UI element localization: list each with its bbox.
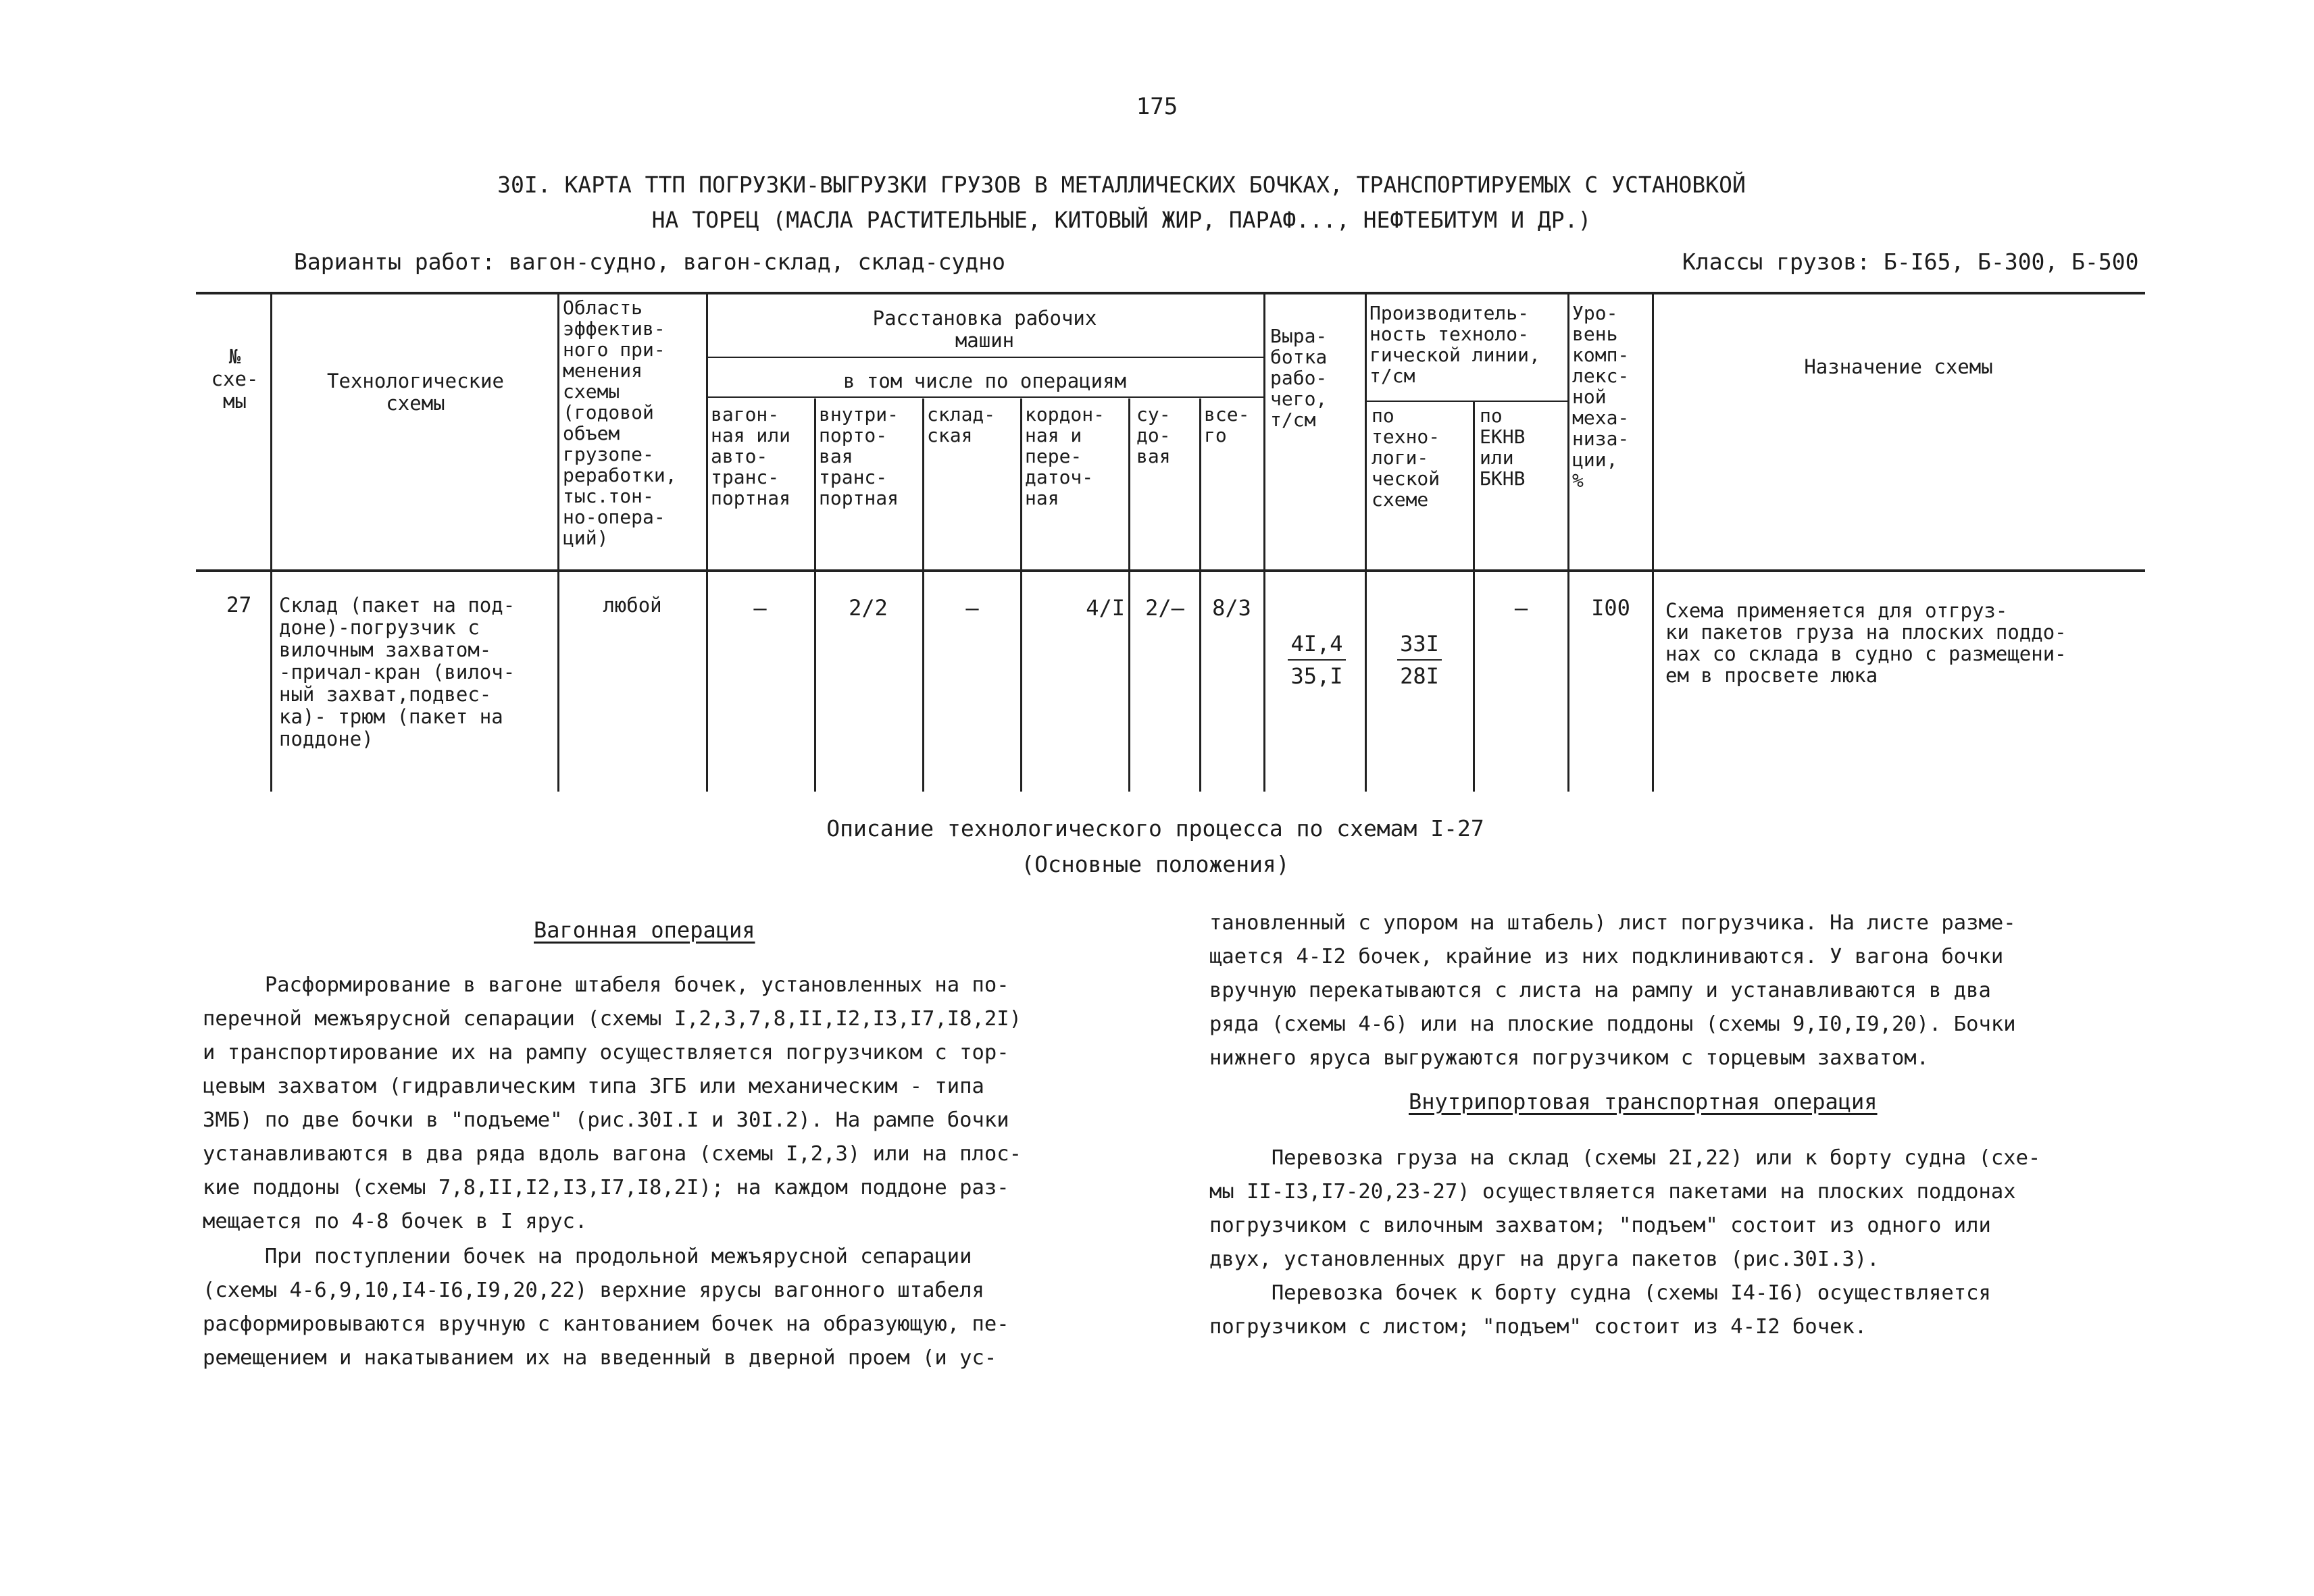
description-heading [709,810,1601,882]
header-op-wagon: вагон- ная или авто- транс- портная [711,403,791,509]
header-machine-placement: Расстановка рабочих машин [872,307,1097,352]
document-title [324,168,1919,238]
prod-denominator: 28I [1400,663,1439,689]
row-op-wagon: – [753,595,767,621]
col-divider [1473,402,1475,792]
work-variants: Варианты работ: вагон-судно, вагон-склад, склад-судно [294,249,1005,275]
header-op-total: все- го [1204,403,1250,446]
row-op-warehouse: – [965,595,979,621]
section-title-wagon-operation: Вагонная операция [534,917,755,943]
col-divider [1128,398,1130,792]
header-technological-schemes: Технологические схемы [327,369,504,415]
header-prod-by-eknv: по ЕКНВ или БКНВ [1480,405,1526,490]
header-op-cordon: кордон- ная и пере- даточ- ная [1025,403,1105,509]
header-application-area: Область эффектив- ного при- менения схемы (годовой объем грузопе- реработки, тыс.тон- но-опера- ций) [563,297,677,549]
header-scheme-number: № схе- мы [211,345,259,413]
col-divider [1020,398,1022,792]
description-title: Описание технологического процесса по схемам I-27 [826,815,1484,842]
paragraph-wagon-2: При поступлении бочек на продольной межъярусной сепарации (схемы 4-6,9,10,I4-I6,I9,20,22) верхние ярусы вагонного штабеля расформировываются вручную с кантованием бочек на образующую, пе- ремещением и накатыванием их на введенный в дверной проем (и ус- [203,1245,1009,1370]
col-divider [1263,292,1265,792]
productivity-sub-rule [1365,401,1567,402]
row-op-cordon: 4/I [1086,595,1125,621]
table-top-rule [196,292,2145,294]
description-subtitle: (Основные положения) [1021,851,1290,877]
header-op-intraport: внутри- порто- вая транс- портная [819,403,899,509]
header-line-productivity: Производитель- ность техноло- гической линии, т/см [1369,302,1540,387]
header-op-warehouse: склад- ская [927,403,996,446]
output-denominator: 35,I [1290,663,1343,689]
col-divider [814,398,816,792]
col-divider [922,398,924,792]
prod-numerator: 33I [1397,628,1442,661]
row-scheme-text: Склад (пакет на под- доне)-погрузчик с вилочным захватом- -причал-кран (вилоч- ный захват,подвес- ка)- трюм (пакет на поддоне) [279,594,515,750]
header-scheme-purpose: Назначение схемы [1804,355,1993,378]
title-line-1: 30I. КАРТА ТТП ПОГРУЗКИ-ВЫГРУЗКИ ГРУЗОВ В МЕТАЛЛИЧЕСКИХ БОЧКАХ, ТРАНСПОРТИРУЕМЫХ С УСТАНОВКОЙ [497,172,1746,198]
row-op-ship: 2/– [1145,595,1184,621]
row-mechanization-level: I00 [1591,595,1630,621]
col-divider [270,292,272,792]
col-divider [1365,292,1367,792]
row-prod-by-eknv: – [1514,595,1528,621]
col-divider [1567,292,1569,792]
col-divider [1652,292,1654,792]
header-prod-by-scheme: по техно- логи- ческой схеме [1372,405,1440,511]
paragraph-intraport: Перевозка груза на склад (схемы 2I,22) или к борту судна (схе- мы II-I3,I7-20,23-27) осуществляется пакетами на плоских поддонах погрузчиком с вилочным захватом; "подъем" состоит из одного или двух, установленных друг на друга пакетов (рис.30I.3). Перевозка бочек к борту судна (схемы I4-I6) осуществляется погрузчиком с листом; "подъем" состоит из 4-I2 бочек. [1209,1146,2041,1339]
paragraph-wagon-continued: тановленный с упором на штабель) лист погрузчика. На листе разме- щается 4-I2 бочек, крайние из них подклиниваются. У вагона бочки вручную перекатываются с листа на рампу и устанавливаются в два ряда (схемы 4-6) или на плоские поддоны (схемы 9,I0,I9,20). Бочки нижнего яруса выгружаются погрузчиком с торцевым захватом. [1209,911,2016,1070]
paragraph-wagon-1: Расформирование в вагоне штабеля бочек, установленных на по- перечной межъярусной сепарации (схемы I,2,3,7,8,II,I2,I3,I7,I8,2I) и транспортирование их на рампу осуществляется погрузчиком с тор- цевым захватом (гидравлическим типа 3ГБ или механическим - типа 3МБ) по две бочки в "подъеме" (рис.30I.I и 30I.2). На рампе бочки устанавливаются в два ряда вдоль вагона (схемы I,2,3) или на плос- кие поддоны (схемы 7,8,II,I2,I3,I7,I8,2I); на каждом поддоне раз- мещается по 4-8 бочек в I ярус. [203,973,1022,1233]
col-divider [706,292,708,792]
header-including-operations: в том числе по операциям [842,369,1127,392]
col-divider [557,292,559,792]
header-mechanization-level: Уро- вень комп- лекс- ной меха- низа- ции, % [1572,302,1630,492]
row-scheme-purpose: Схема применяется для отгруз- ки пакетов груза на плоских поддо- нах со склада в судно с размещени- ем в просвете люка [1665,599,2067,687]
row-prod-by-scheme [1368,597,1471,723]
header-worker-output: Выра- ботка рабо- чего, т/см [1270,325,1328,431]
title-line-2: НА ТОРЕЦ (МАСЛА РАСТИТЕЛЬНЫЕ, КИТОВЫЙ ЖИР, ПАРАФ..., НЕФТЕБИТУМ И ДР.) [651,207,1592,233]
placement-sub-rule [706,357,1263,358]
col-divider [1199,398,1201,792]
including-sub-rule [706,396,1263,398]
output-numerator: 4I,4 [1288,628,1345,661]
row-op-total: 8/3 [1212,595,1251,621]
row-worker-output [1270,597,1363,723]
header-bottom-rule [196,569,2145,572]
section-title-intraport-operation: Внутрипортовая транспортная операция [1409,1089,1878,1114]
header-op-ship: су- до- вая [1136,403,1171,467]
page-number: 175 [1136,93,1178,120]
row-op-intraport: 2/2 [849,595,888,621]
cargo-classes: Классы грузов: Б-I65, Б-300, Б-500 [1682,249,2139,275]
row-scheme-number: 27 [226,593,252,617]
row-application-area: любой [603,594,662,617]
